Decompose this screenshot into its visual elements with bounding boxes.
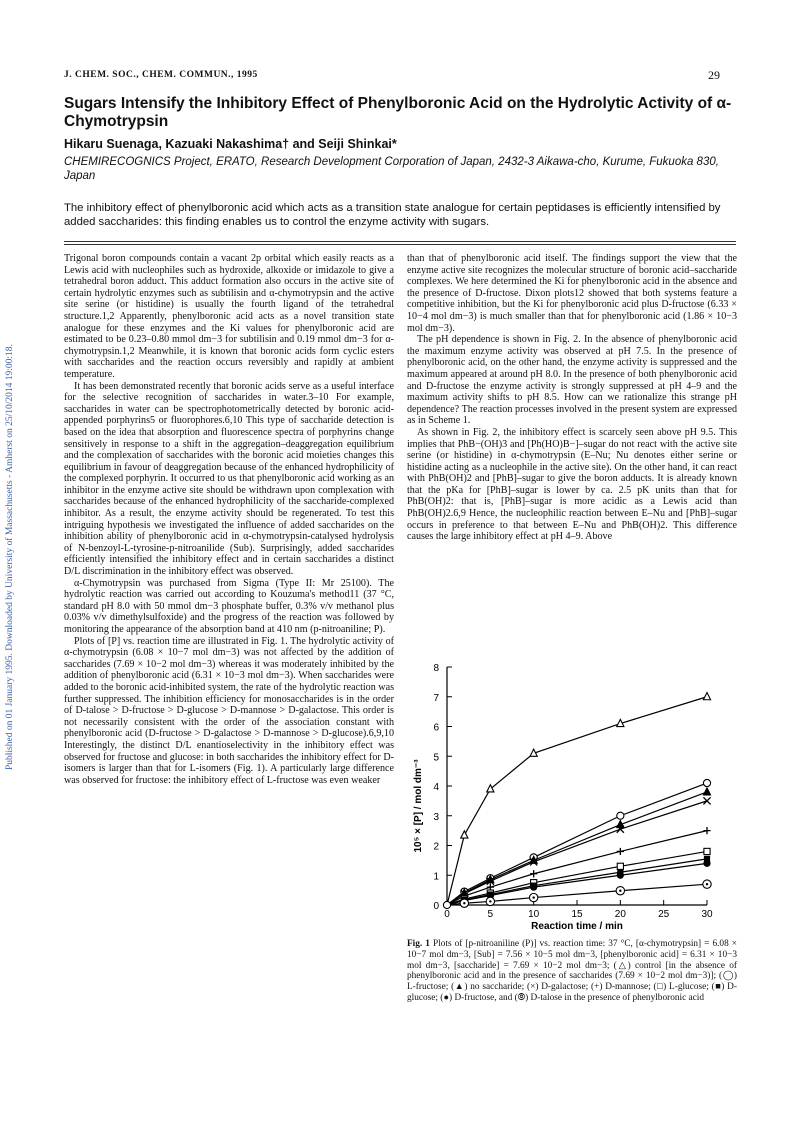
data-point — [704, 848, 710, 854]
data-point — [703, 827, 710, 834]
x-tick-label: 30 — [701, 909, 713, 920]
x-tick-label: 10 — [528, 909, 540, 920]
data-point — [703, 693, 710, 700]
y-axis-label: 10⁵ × [P] / mol dm⁻³ — [413, 759, 424, 853]
figure-label: Fig. 1 — [407, 939, 430, 949]
paragraph: The pH dependence is shown in Fig. 2. In the absence of phenylboronic acid the maximum enzyme activity was observed at pH 7.5. In the presence of phenylboronic acid, on the other hand, the enzyme activity is suppressed and the maximum appeared at around pH 8.0. In the presence of both phenylboronic acid and D-fructose the enzyme activity is strongly suppressed at pH 4–9 and the maximum activity shifts to pH 8.5. How can we rationalize this strange pH dependence? The reaction processes involved in the present system are expressed as in Scheme 1. — [407, 334, 737, 427]
y-tick-label: 6 — [433, 722, 439, 734]
figure-1-chart — [407, 655, 737, 940]
data-point — [703, 788, 710, 795]
origin-point — [443, 901, 450, 908]
paragraph: Trigonal boron compounds contain a vacant 2p orbital which easily reacts as a Lewis acid with nucleophiles such as hydroxide, alkoxide or imidazole to give a tetrahedral boron adduct. This adduct formation also occurs in the active site of certain hydrolytic enzymes such as subtilisin and α-chymotrypsin and the active site serine (or histidine) is usually the fourth ligand of the tetrahedral structure.1,2 Apparently, phenylboronic acid acts as a novel transition state analogue for these enzymes and the Ki values for phenylboronic acid are estimated to be 0.23–0.80 mmol dm−3 for subtilisin and 0.19 mmol dm−3 for α-chymotrypsin.1,2 Meanwhile, it is known that boronic acids form cyclic esters with saccharides and the reaction occurs reversibly and rapidly at ambient temperature. — [64, 253, 394, 380]
paragraph: than that of phenylboronic acid itself. The findings support the view that the enzyme active site recognizes the molecular structure of boronic acid–saccharide complexes. We here determined the Ki for phenylboronic acid in the absence and the presence of D-fructose. Dixon plots12 showed that both systems feature a competitive inhibition, but the Ki for phenylboronic acid plus D-fructose (6.33 × 10−4 mol dm−3) is much smaller than that for phenylboronic acid (1.86 × 10−3 mol dm−3). — [407, 253, 737, 334]
data-point — [617, 863, 623, 869]
data-point — [617, 872, 624, 879]
figure-caption — [407, 939, 737, 1004]
y-tick-label: 1 — [433, 871, 439, 883]
right-column — [407, 253, 737, 543]
divider — [64, 241, 736, 242]
x-tick-label: 5 — [487, 909, 494, 920]
x-axis-label: Reaction time / min — [531, 921, 623, 932]
data-point-center — [619, 890, 621, 892]
article-title: Sugars Intensify the Inhibitory Effect of Phenylboronic Acid on the Hydrolytic Activity of α-Chymotrypsin — [64, 95, 732, 130]
data-point — [617, 812, 624, 819]
y-tick-label: 0 — [433, 901, 439, 912]
download-note: Published on 01 January 1995. Downloaded by University of Massachusetts - Amherst on 25/10/2014 19:00:18. — [5, 344, 15, 770]
x-tick-label: 0 — [444, 909, 450, 920]
data-point — [487, 785, 494, 792]
data-point — [617, 848, 624, 855]
data-point-center — [532, 896, 534, 898]
series-line — [447, 697, 707, 905]
paragraph: As shown in Fig. 2, the inhibitory effect is scarcely seen above pH 9.5. This implies that PhB−(OH)3 and [Ph(HO)B−]–sugar do not react with the active site serine (or histidine) in α-chymotrypsin (E–Nu; Nu denotes either serine or histidine acting as a nucleophile in the active site). On the other hand, it can react with PhB(OH)2 and [PhB]–sugar to give the boron adducts. It is already known that the pKa for [PhB]–sugar is lower by ca. 2.5 pK units than that for PhB(OH)2: that is, [PhB]–sugar is more acidic as a Lewis acid than PhB(OH)2.6,9 Hence, the nucleophilic reaction between E–Nu and [PhB]–sugar occurs in preference to that between E–Nu and PhB(OH)2. This difference causes the large inhibitory effect at pH 4–9. Above — [407, 426, 737, 543]
series-line — [447, 863, 707, 905]
series-line — [447, 801, 707, 905]
data-point — [703, 860, 710, 867]
data-point — [703, 779, 710, 786]
data-point — [530, 870, 537, 877]
paragraph: Plots of [P] vs. reaction time are illustrated in Fig. 1. The hydrolytic activity of α-chymotrypsin (6.08 × 10−7 mol dm−3) was not affected by the addition of saccharides (7.69 × 10−2 mol dm−3) whereas it was moderately inhibited by the addition of phenylboronic acid (6.31 × 10−3 mol dm−3). When saccharides were added to the boronic acid-inhibited system, the rate of the hydrolytic reaction was further suppressed. The inhibition efficiency for monosaccharides is in the order of D-talose > D-fructose > D-glucose > D-mannose > D-galactose. This order is not necessarily consistent with the order of the association constant with phenylboronic acid (D-fructose > D-galactose > D-mannose > D-glucose).6,9,10 Interestingly, the distinct D/L enantioselectivity in the inhibitory effect was observed for fructose and glucose: in both saccharides the inhibitory effect for D-isomers is larger than that for L-isomers (Fig. 1). A particularly large difference was observed for fructose: the inhibitory effect of L-fructose was even weaker — [64, 635, 394, 786]
figure-caption-text: Plots of [p-nitroaniline (P)] vs. reaction time: 37 °C, [α-chymotrypsin] = 6.08 × 10−7 mol dm−3, [Sub] = 7.56 × 10−5 mol dm−3, [phenylboronic acid] = 6.31 × 10−3 mol dm−3, [saccharide] = 7.69 × 10−2 mol dm−3; (△) control [in the absence of phenylboronic acid and in the presence of saccharides (7.69 × 10−2 mol dm−3)]; (◯) L-fructose; (▲) no saccharide; (×) D-galactose; (+) D-mannose; (□) L-glucose; (■) D-glucose; (●) D-fructose, and (⦾) D-talose in the presence of phenylboronic acid — [407, 939, 737, 1003]
y-tick-label: 3 — [433, 811, 439, 823]
y-tick-label: 4 — [433, 782, 439, 793]
left-column — [64, 253, 394, 786]
y-tick-label: 8 — [433, 663, 439, 674]
abstract: The inhibitory effect of phenylboronic acid which acts as a transition state analogue for certain peptidases is efficiently intensified by added saccharides: this finding enables us to control the enzyme activity with sugars. — [64, 202, 721, 228]
series-line — [447, 851, 707, 905]
journal-header: J. CHEM. SOC., CHEM. COMMUN., 1995 — [64, 70, 258, 80]
x-tick-label: 20 — [614, 909, 626, 920]
y-tick-label: 7 — [433, 692, 439, 704]
data-point-center — [706, 883, 708, 885]
page-number: 29 — [708, 68, 720, 82]
y-tick-label: 2 — [433, 841, 439, 853]
paragraph: It has been demonstrated recently that boronic acids serve as a useful interface for the selective recognition of saccharides in water.3–10 For example, saccharides in water can be spectrophotometrically detected by boronic acid-appended porphyrins5 or fluorophores.6,10 This type of saccharide detection is based on the idea that absorption and fluorescence spectra of porphyrins change sensitively in response to a shift in the aggregation–deaggregation equilibrium and the complexation of saccharides with the boronic acid moieties changes this equilibrium in favour of deaggregation because of the enhanced hydrophilicity of the complexed porphyrin. It occurred to us that phenylboronic acid working as an inhibitor in the enzyme active site should be withdrawn upon complexation with saccharides because of the enhanced hydrophilicity of the saccharide-complexed inhibitor. As a result, the enzyme activity should be regenerated. To test this intriguing hypothesis we investigated the influence of added saccharides on the inhibition ability of phenylboronic acid in α-chymotrypsin-catalysed hydrolysis of N-benzoyl-L-tyrosine-p-nitroanilide (Sub). Surprisingly, added saccharides efficiently intensified the inhibitory effect and in certain saccharides a distinct D/L discrimination in the inhibitory effect was observed. — [64, 380, 394, 578]
data-point — [461, 831, 468, 838]
x-tick-label: 15 — [571, 909, 583, 920]
authors: Hikaru Suenaga, Kazuaki Nakashima† and Seiji Shinkai* — [64, 137, 397, 151]
affiliation: CHEMIRECOGNICS Project, ERATO, Research Development Corporation of Japan, 2432-3 Aikawa-cho, Kurume, Fukuoka 830, Japan — [64, 156, 719, 182]
divider — [64, 244, 736, 245]
data-point-center — [463, 902, 465, 904]
data-point — [530, 884, 537, 891]
data-point — [703, 797, 710, 804]
x-tick-label: 25 — [658, 909, 670, 920]
data-point-center — [489, 900, 491, 902]
y-tick-label: 5 — [433, 752, 439, 764]
paragraph: α-Chymotrypsin was purchased from Sigma (Type II: Mr 25100). The hydrolytic reaction was carried out according to Kouzuma's method11 (37 °C, standard pH 8.0 with 50 mmol dm−3 phosphate buffer, 0.3% v/v methanol plus 0.03% v/v dimethylsulfoxide) and the progress of the reaction was followed by monitoring the appearance of the absorption band at 410 nm (p-nitroaniline; P). — [64, 577, 394, 635]
